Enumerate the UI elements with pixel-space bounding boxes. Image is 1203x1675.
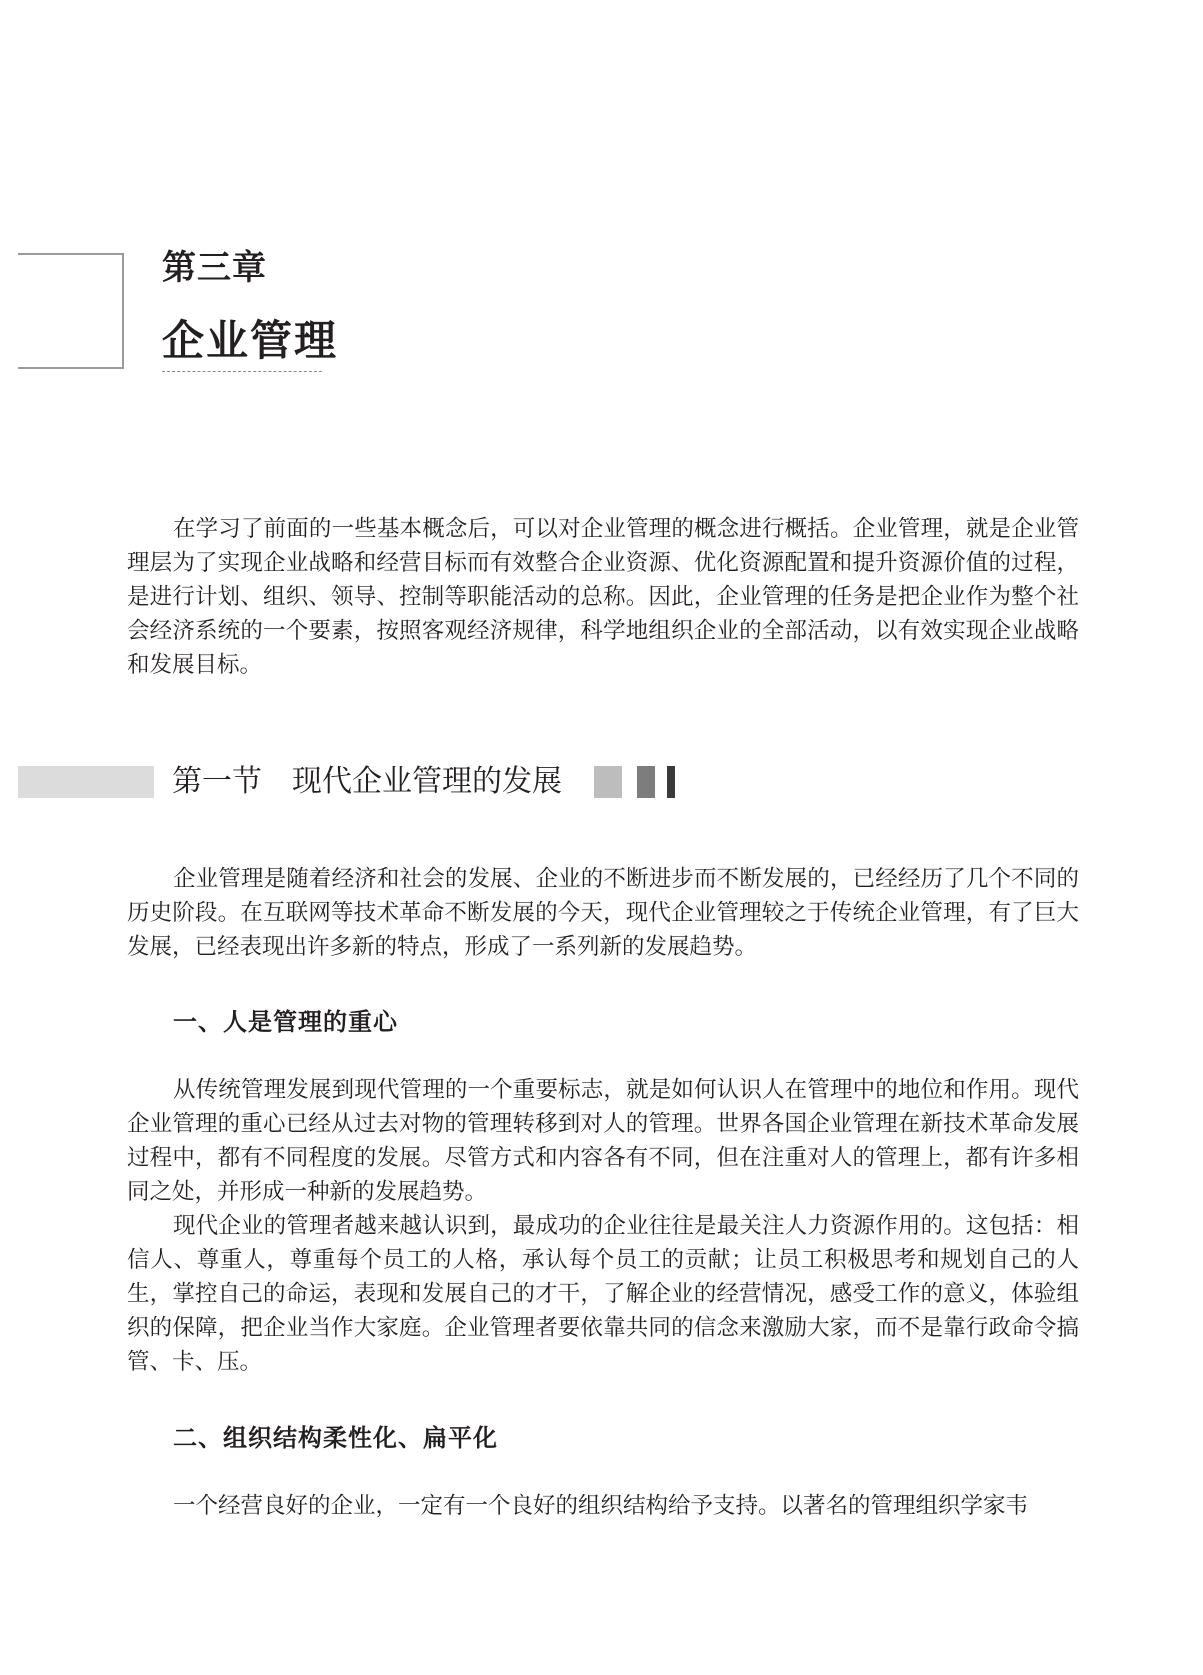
section-decoration-block-light — [594, 766, 622, 798]
subsection2-paragraph-1: 一个经营良好的企业，一定有一个良好的组织结构给予支持。以著名的管理组织学家韦 — [173, 1493, 1029, 1519]
subsection2-heading: 二、组织结构柔性化、扁平化 — [173, 1424, 498, 1452]
section-heading — [172, 762, 562, 802]
intro-paragraph: 在学习了前面的一些基本概念后，可以对企业管理的概念进行概括。企业管理，就是企业管理层为了实现企业战略和经营目标而有效整合企业资源、优化资源配置和提升资源价值的过程，是进行计划、组织、领导、控制等职能活动的总称。因此，企业管理的任务是把企业作为整个社会经济系统的一个要素，按照客观经济规律，科学地组织企业的全部活动，以有效实现企业战略和发展目标。 — [127, 516, 1079, 678]
section-heading-bar — [18, 766, 154, 798]
subsection1-paragraph-1: 从传统管理发展到现代管理的一个重要标志，就是如何认识人在管理中的地位和作用。现代企业管理的重心已经从过去对物的管理转移到对人的管理。世界各国企业管理在新技术革命发展过程中，都有不同程度的发展。尽管方式和内容各有不同，但在注重对人的管理上，都有许多相同之处，并形成一种新的发展趋势。 — [127, 1077, 1079, 1205]
subsection1-heading: 一、人是管理的重心 — [173, 1008, 398, 1036]
section-title-text: 现代企业管理的发展 — [292, 764, 562, 799]
section-decoration-block-mid — [637, 766, 655, 798]
section1-paragraph: 企业管理是随着经济和社会的发展、企业的不断进步而不断发展的，已经经历了几个不同的历史阶段。在互联网等技术革命不断发展的今天，现代企业管理较之于传统企业管理，有了巨大发展，已经表现出许多新的特点，形成了一系列新的发展趋势。 — [127, 866, 1079, 960]
section-number: 第一节 — [172, 764, 262, 799]
chapter-label: 第三章 — [162, 248, 267, 288]
chapter-underline-divider — [162, 371, 322, 372]
chapter-frame-decoration — [18, 253, 124, 369]
section-decoration-block-dark — [667, 766, 675, 798]
subsection1-paragraph-2: 现代企业的管理者越来越认识到，最成功的企业往往是最关注人力资源作用的。这包括：相信人、尊重人，尊重每个员工的人格，承认每个员工的贡献；让员工积极思考和规划自己的人生，掌控自己的命运，表现和发展自己的才干，了解企业的经营情况，感受工作的意义，体验组织的保障，把企业当作大家庭。企业管理者要依靠共同的信念来激励大家，而不是靠行政命令搞管、卡、压。 — [127, 1213, 1079, 1375]
chapter-title: 企业管理 — [162, 316, 339, 365]
